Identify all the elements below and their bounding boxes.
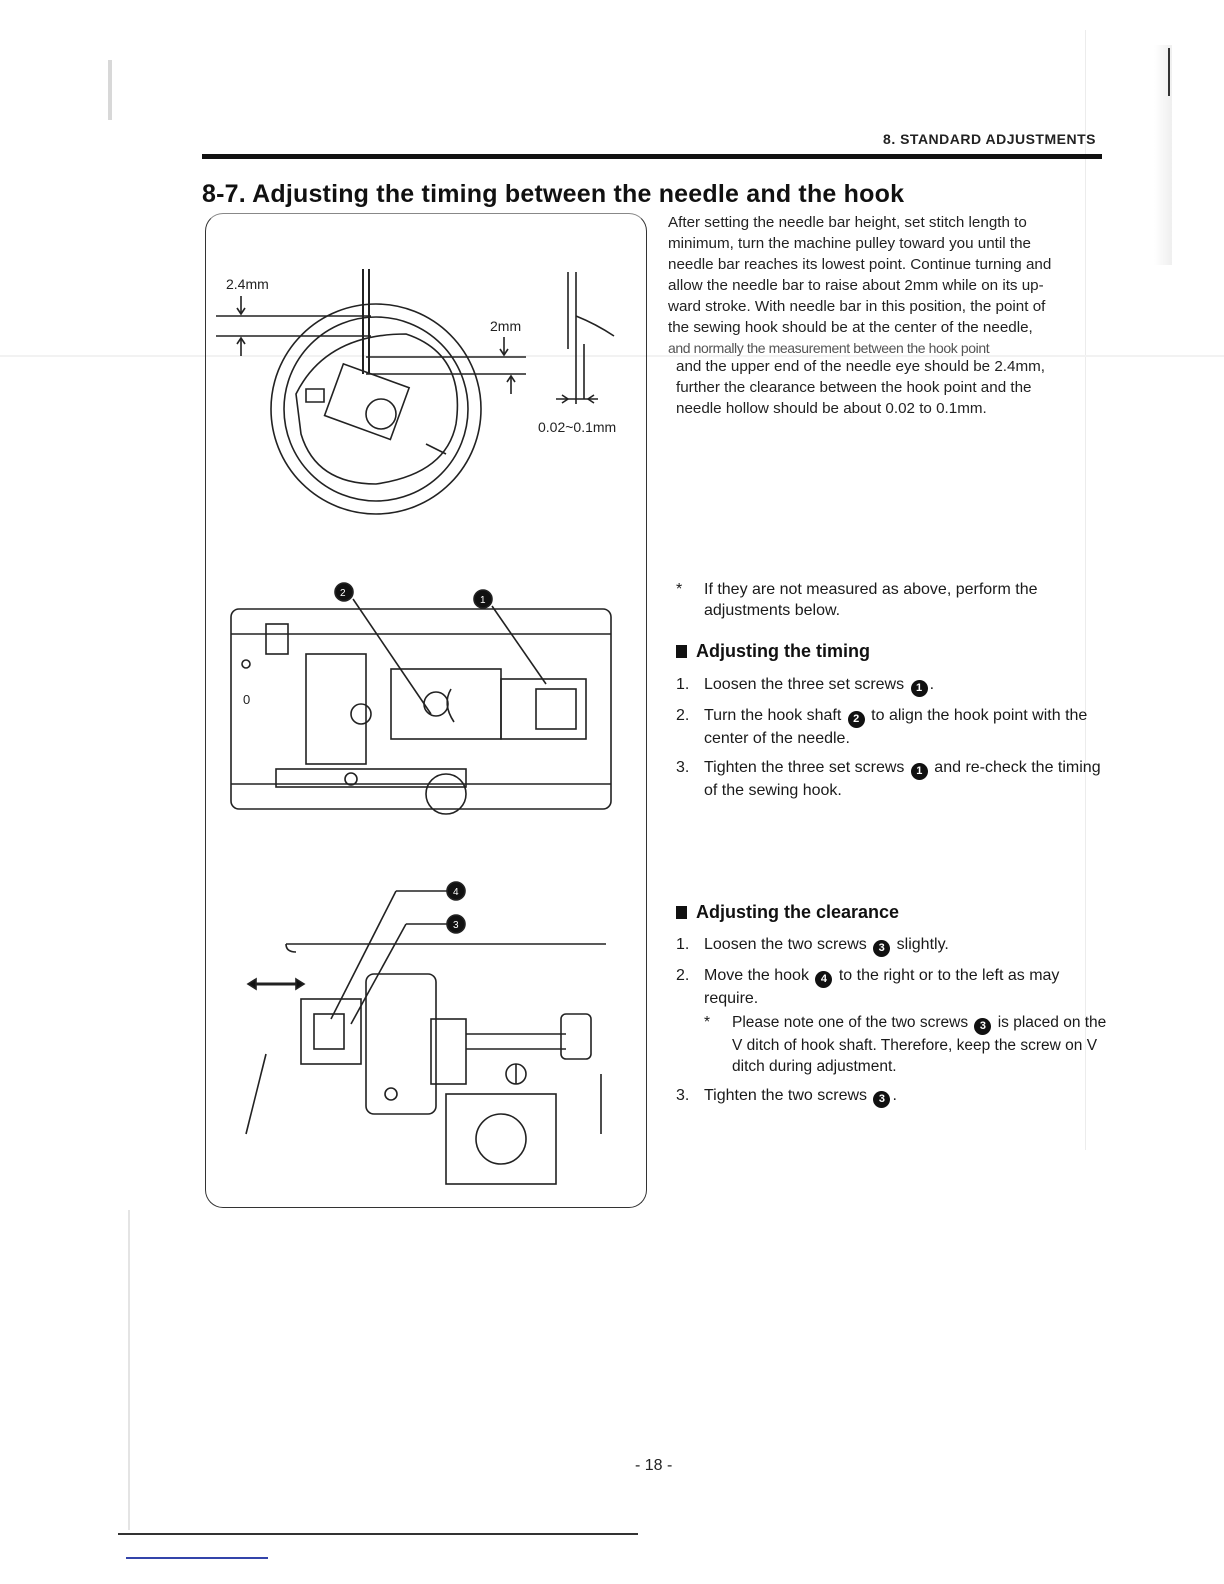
shaft-2-badge: 2	[848, 711, 865, 728]
figure-panel	[205, 213, 647, 1208]
timing-step	[676, 757, 1116, 801]
callout-3: 3	[453, 920, 459, 931]
note-asterisk: *	[676, 581, 683, 598]
step-number: 3.	[676, 759, 690, 776]
page-title: 8-7. Adjusting the timing between the needle and the hook	[202, 180, 905, 208]
screw-3-badge: 3	[873, 1091, 890, 1108]
clearance-subnote	[704, 1012, 1114, 1077]
step-number: 1.	[676, 936, 690, 953]
step-number: 2.	[676, 967, 690, 984]
heading-text: Adjusting the timing	[696, 641, 870, 661]
step-text: Loosen the three set screws	[704, 676, 905, 693]
dim-label-b: 2mm	[490, 318, 522, 334]
footer-underline	[126, 1557, 268, 1559]
timing-step	[676, 705, 1116, 749]
square-bullet-icon	[676, 906, 687, 919]
clearance-step	[676, 1085, 1116, 1108]
screw-3-badge: 3	[873, 940, 890, 957]
footer-rule	[118, 1533, 638, 1535]
step-text: .	[929, 676, 935, 693]
step-number: 2.	[676, 707, 690, 724]
intro-line-faded: and normally the measurement between the hook point	[668, 340, 990, 356]
subnote-text: Please note one of the two screws	[732, 1014, 969, 1031]
subnote-asterisk: *	[704, 1014, 711, 1031]
intro-line: ward stroke. With needle bar in this position, the point of	[668, 298, 1046, 315]
intro-line: minimum, turn the machine pulley toward you until the	[668, 235, 1031, 252]
scan-artifact	[128, 1210, 130, 1530]
header-rule	[202, 154, 1102, 159]
intro-line: the sewing hook should be at the center of the needle,	[668, 319, 1033, 336]
clearance-step	[676, 965, 1116, 1009]
scan-artifact	[1168, 48, 1170, 96]
step-text: to the right or to the left as may require.	[704, 967, 1060, 1007]
intro-line: After setting the needle bar height, set stitch length to	[668, 214, 1027, 231]
bed-label-0: 0	[243, 692, 251, 707]
step-text: slightly.	[896, 936, 949, 953]
heading-adjusting-timing	[676, 641, 870, 662]
heading-adjusting-clearance	[676, 902, 899, 923]
step-text: Move the hook	[704, 967, 809, 984]
step-number: 3.	[676, 1087, 690, 1104]
step-text: Tighten the two screws	[704, 1087, 868, 1104]
intro-line: allow the needle bar to raise about 2mm while on its up-	[668, 277, 1044, 294]
note-text: If they are not measured as above, perform the adjustments below.	[704, 581, 1038, 619]
figure-drawing	[206, 214, 646, 1207]
timing-step	[676, 674, 1116, 697]
intro-line: needle hollow should be about 0.02 to 0.1mm.	[676, 400, 987, 417]
section-header: 8. STANDARD ADJUSTMENTS	[883, 131, 1096, 147]
dim-label-a: 2.4mm	[226, 276, 269, 292]
step-text: Turn the hook shaft	[704, 707, 842, 724]
intro-line: needle bar reaches its lowest point. Continue turning and	[668, 256, 1052, 273]
hook-4-badge: 4	[815, 971, 832, 988]
square-bullet-icon	[676, 645, 687, 658]
intro-paragraph	[668, 212, 1108, 419]
step-text: Loosen the two screws	[704, 936, 867, 953]
shaft-diagram	[246, 882, 606, 1184]
step-text: Tighten the three set screws	[704, 759, 905, 776]
step-number: 1.	[676, 676, 690, 693]
heading-text: Adjusting the clearance	[696, 902, 900, 922]
screw-3-badge: 3	[974, 1018, 991, 1035]
screw-1-badge: 1	[911, 680, 928, 697]
step-text: .	[892, 1087, 897, 1104]
callout-2: 2	[340, 588, 346, 599]
step-text: to align the hook point with the center of the needle.	[704, 707, 1088, 747]
measurement-note	[676, 579, 1116, 621]
clearance-step	[676, 934, 1116, 957]
intro-line: and the upper end of the needle eye should be 2.4mm,	[676, 358, 1045, 375]
scan-artifact	[108, 60, 112, 120]
subnote-text: is placed on the V ditch of hook shaft. Therefore, keep the screw on V ditch during adjustment.	[732, 1014, 1107, 1075]
dim-label-c: 0.02~0.1mm	[538, 419, 617, 435]
callout-4: 4	[453, 887, 459, 898]
step-text: and re-check the timing of the sewing hook.	[704, 759, 1101, 799]
callout-1: 1	[480, 595, 486, 606]
bed-diagram	[231, 583, 611, 814]
page-number: - 18 -	[635, 1457, 673, 1474]
hook-diagram	[216, 269, 616, 514]
intro-line: further the clearance between the hook point and the	[676, 379, 1032, 396]
screw-1-badge: 1	[911, 763, 928, 780]
